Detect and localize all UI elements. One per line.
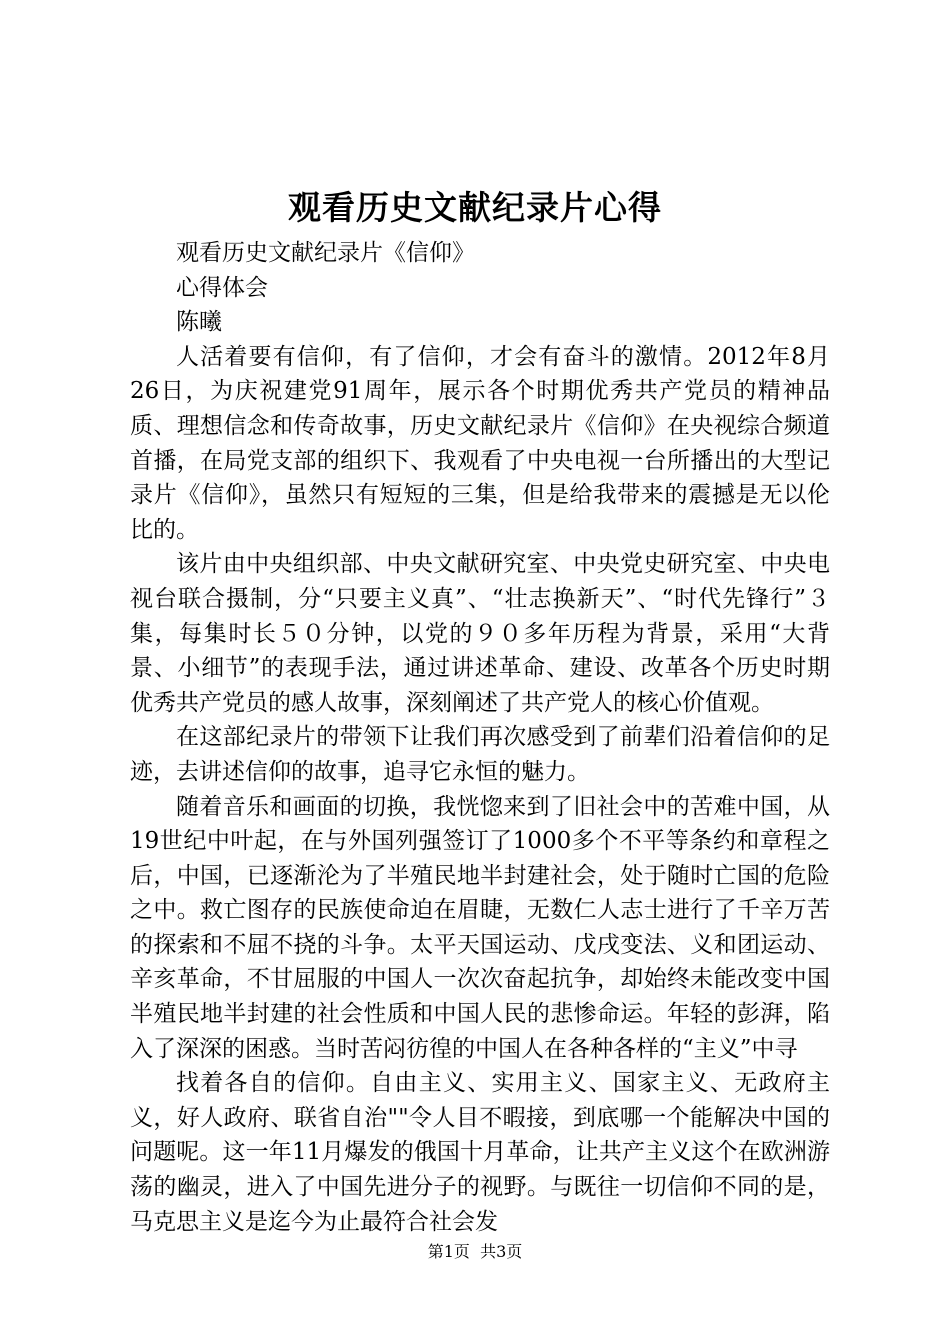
author-line: 陈曦 [176,309,222,336]
body-paragraph: 找着各自的信仰。自由主义、实用主义、国家主义、无政府主义，好人政府、联省自治""令人目不暇接，到底哪一个能解决中国的问题呢。这一年11月爆发的俄国十月革命，让共产主义这个在欧洲游荡的幽灵，进入了中国先进分子的视野。与既往一切信仰不同的是，马克思主义是迄今为止最符合社会发 [130,1070,830,1235]
document-title: 观看历史文献纪录片心得 [288,188,662,227]
footer-separator [470,1242,480,1261]
body-paragraph: 人活着要有信仰，有了信仰，才会有奋斗的激情。2012年8月26日，为庆祝建党91周年，展示各个时期优秀共产党员的精神品质、理想信念和传奇故事，历史文献纪录片《信仰》在央视综合频道首播，在局党支部的组织下、我观看了中央电视一台所播出的大型记录片《信仰》，虽然只有短短的三集，但是给我带来的震撼是无以伦比的。 [130,343,830,543]
page-total: 共3页 [480,1242,523,1261]
page-number: 第1页 [427,1242,470,1261]
body-paragraph: 该片由中央组织部、中央文献研究室、中央党史研究室、中央电视台联合摄制，分“只要主义真”、“壮志换新天”、“时代先锋行”３集，每集时长５０分钟，以党的９０多年历程为背景，采用“大背景、小细节”的表现手法，通过讲述革命、建设、改革各个历史时期优秀共产党员的感人故事，深刻阐述了共产党人的核心价值观。 [130,551,830,716]
subtitle-line: 观看历史文献纪录片《信仰》 [176,240,475,266]
document-body [130,236,830,1239]
body-paragraph: 随着音乐和画面的切换，我恍惚来到了旧社会中的苦难中国，从19世纪中叶起，在与外国列强签订了1000多个不平等条约和章程之后，中国，已逐渐沦为了半殖民地半封建社会，处于随时亡国的危险之中。救亡图存的民族使命迫在眉睫，无数仁人志士进行了千辛万苦的探索和不屈不挠的斗争。太平天国运动、戊戌变法、义和团运动、辛亥革命，不甘屈服的中国人一次次奋起抗争，却始终未能改变中国半殖民地半封建的社会性质和中国人民的悲惨命运。年轻的彭湃，陷入了深深的困惑。当时苦闷彷徨的中国人在各种各样的“主义”中寻 [130,793,830,1062]
subtitle-line: 心得体会 [176,274,268,301]
body-paragraph: 在这部纪录片的带领下让我们再次感受到了前辈们沿着信仰的足迹，去讲述信仰的故事，追寻它永恒的魅力。 [130,724,830,785]
page-footer [0,1240,950,1264]
